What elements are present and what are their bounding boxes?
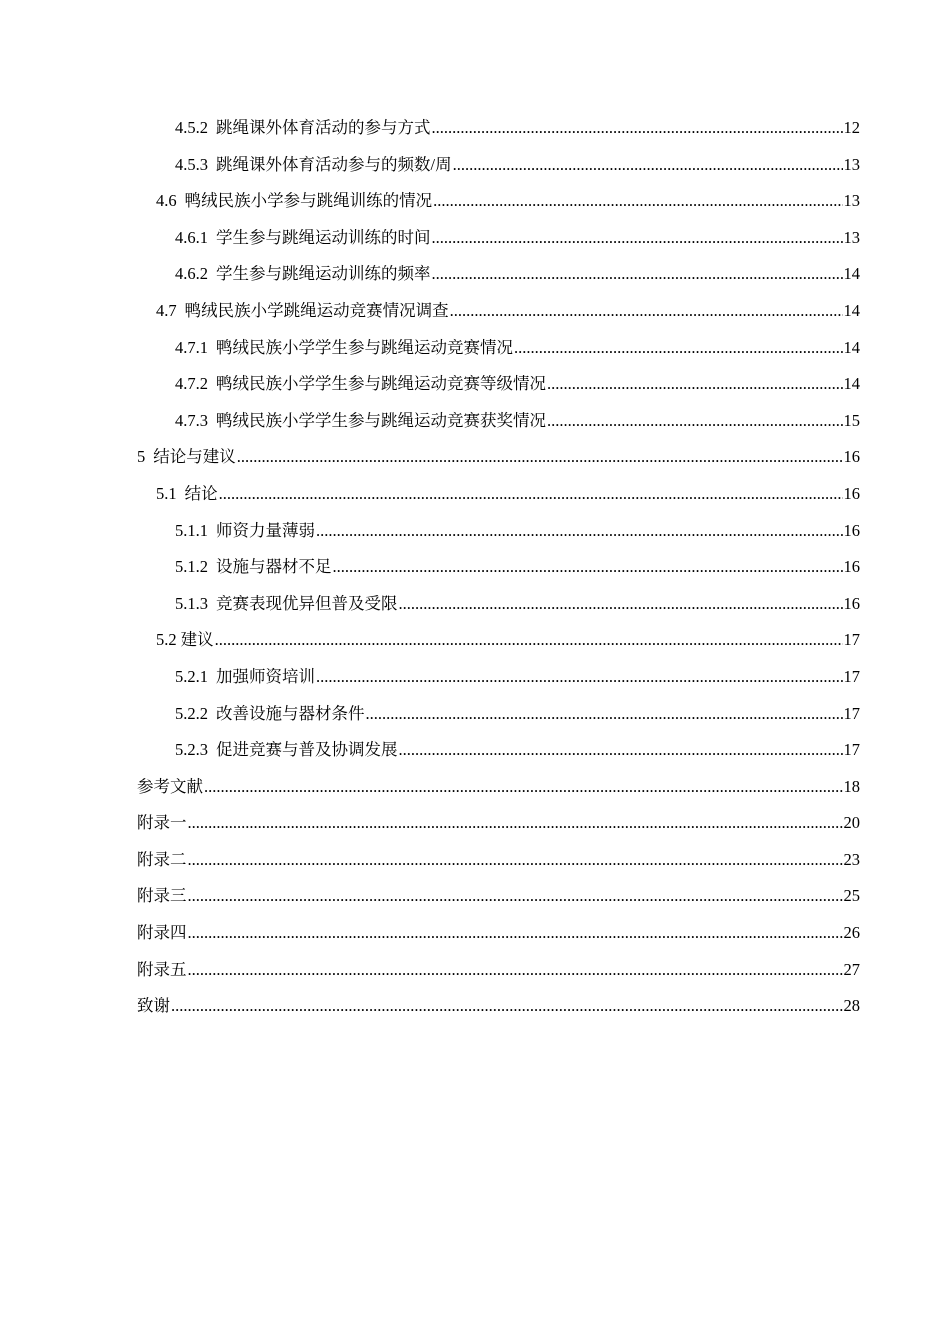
toc-entry-title: 跳绳课外体育活动参与的频数/周	[216, 154, 452, 174]
toc-entry-page: 16	[843, 447, 860, 467]
toc-dot-leader	[215, 622, 843, 659]
toc-entry-number: 5.1.3	[175, 593, 208, 613]
toc-entry-number: 4.7.1	[175, 337, 208, 357]
toc-entry[interactable]	[137, 476, 860, 513]
toc-entry[interactable]	[137, 805, 860, 842]
toc-entry-title: 参考文献	[137, 776, 203, 796]
toc-dot-leader	[514, 330, 843, 367]
toc-entry[interactable]	[137, 952, 860, 989]
toc-entry-page: 16	[843, 557, 860, 577]
toc-entry-page: 17	[843, 630, 860, 650]
toc-dot-leader	[188, 952, 843, 989]
toc-entry[interactable]	[137, 513, 860, 550]
toc-entry-title: 附录四	[137, 923, 187, 943]
toc-entry-number: 4.7.3	[175, 410, 208, 430]
toc-entry-title: 结论与建议	[153, 447, 236, 467]
toc-dot-leader	[188, 805, 843, 842]
toc-dot-leader	[547, 366, 843, 403]
toc-entry-page: 13	[843, 191, 860, 211]
toc-dot-leader	[432, 256, 843, 293]
toc-entry-title: 附录五	[137, 959, 187, 979]
toc-entry-page: 16	[843, 483, 860, 503]
toc-entry-page: 13	[843, 227, 860, 247]
toc-entry-title: 附录二	[137, 849, 187, 869]
toc-entry[interactable]	[137, 366, 860, 403]
toc-entry-page: 13	[843, 154, 860, 174]
toc-dot-leader	[366, 696, 843, 733]
toc-entry[interactable]	[137, 549, 860, 586]
toc-dot-leader	[399, 586, 843, 623]
toc-entry-title: 跳绳课外体育活动的参与方式	[216, 118, 431, 137]
toc-entry-page: 16	[843, 520, 860, 540]
toc-entry-title: 结论	[184, 483, 218, 503]
toc-dot-leader	[432, 110, 843, 147]
toc-entry-page: 17	[843, 703, 860, 723]
toc-entry-title: 鸭绒民族小学学生参与跳绳运动竞赛获奖情况	[216, 410, 546, 430]
toc-entry-title: 鸭绒民族小学学生参与跳绳运动竞赛情况	[216, 337, 513, 357]
toc-dot-leader	[204, 769, 843, 806]
toc-dot-leader	[547, 403, 843, 440]
toc-dot-leader	[453, 147, 843, 184]
toc-entry-page: 15	[843, 410, 860, 430]
toc-entry[interactable]	[137, 220, 860, 257]
toc-entry-number: 5.2.1	[175, 666, 208, 686]
toc-entry[interactable]	[137, 659, 860, 696]
toc-dot-leader	[219, 476, 843, 513]
toc-entry[interactable]	[137, 147, 860, 184]
toc-entry-number: 5	[137, 447, 146, 467]
toc-entry[interactable]	[137, 988, 860, 1025]
toc-entry-title: 学生参与跳绳运动训练的频率	[216, 264, 431, 284]
toc-entry-page: 17	[843, 666, 860, 686]
toc-entry-number: 4.7.2	[175, 374, 208, 394]
toc-dot-leader	[432, 220, 843, 257]
toc-entry-title: 改善设施与器材条件	[216, 703, 365, 723]
toc-entry-number: 4.5.2	[175, 118, 208, 137]
toc-entry-page: 20	[843, 813, 860, 833]
toc-dot-leader	[433, 183, 842, 220]
toc-entry-title: 附录一	[137, 813, 187, 833]
toc-entry-page: 26	[843, 923, 860, 943]
toc-entry-number: 4.6.1	[175, 227, 208, 247]
toc-entry[interactable]	[137, 915, 860, 952]
toc-entry-number: 5.1.2	[175, 557, 208, 577]
toc-entry-number: 5.2.3	[175, 740, 208, 760]
toc-entry-page: 14	[843, 374, 860, 394]
toc-entry-page: 14	[843, 300, 860, 320]
toc-entry-page: 14	[843, 264, 860, 284]
toc-entry[interactable]	[137, 256, 860, 293]
toc-entry[interactable]	[137, 769, 860, 806]
toc-dot-leader	[188, 842, 843, 879]
toc-entry-title: 师资力量薄弱	[216, 520, 315, 540]
toc-entry[interactable]	[137, 878, 860, 915]
toc-entry-number: 4.7	[156, 300, 177, 320]
toc-entry[interactable]	[137, 842, 860, 879]
toc-entry-title: 致谢	[137, 996, 170, 1016]
toc-entry-number: 5.1	[156, 483, 177, 503]
toc-entry-title: 竞赛表现优异但普及受限	[216, 593, 398, 613]
toc-entry-number: 4.5.3	[175, 154, 208, 174]
toc-entry[interactable]	[137, 110, 860, 147]
toc-entry-page: 25	[843, 886, 860, 906]
toc-entry-title: 促进竞赛与普及协调发展	[216, 740, 398, 760]
toc-entry[interactable]	[137, 183, 860, 220]
toc-dot-leader	[188, 878, 843, 915]
toc-entry[interactable]	[137, 330, 860, 367]
toc-entry-title: 鸭绒民族小学参与跳绳训练的情况	[184, 191, 433, 211]
toc-entry-page: 16	[843, 593, 860, 613]
toc-entry[interactable]	[137, 732, 860, 769]
toc-entry-page: 14	[843, 337, 860, 357]
toc-entry-page: 12	[843, 118, 860, 137]
toc-dot-leader	[237, 439, 843, 476]
table-of-contents	[137, 110, 860, 1025]
toc-entry[interactable]	[137, 403, 860, 440]
toc-entry-title: 设施与器材不足	[216, 557, 332, 577]
toc-dot-leader	[399, 732, 843, 769]
toc-entry-page: 28	[843, 996, 860, 1016]
toc-entry-number: 4.6	[156, 191, 177, 211]
toc-entry-number: 5.2	[156, 630, 177, 650]
toc-entry[interactable]	[137, 696, 860, 733]
toc-entry-page: 18	[843, 776, 860, 796]
toc-dot-leader	[316, 513, 843, 550]
toc-entry[interactable]	[137, 439, 860, 476]
toc-dot-leader	[316, 659, 843, 696]
toc-entry-page: 27	[843, 959, 860, 979]
toc-entry[interactable]	[137, 622, 860, 659]
toc-entry-title: 学生参与跳绳运动训练的时间	[216, 227, 431, 247]
toc-entry-page: 17	[843, 740, 860, 760]
toc-entry-number: 4.6.2	[175, 264, 208, 284]
toc-dot-leader	[333, 549, 843, 586]
toc-entry-title: 附录三	[137, 886, 187, 906]
toc-entry[interactable]	[137, 293, 860, 330]
toc-entry-title: 鸭绒民族小学学生参与跳绳运动竞赛等级情况	[216, 374, 546, 394]
toc-entry-number: 5.2.2	[175, 703, 208, 723]
toc-entry-title: 鸭绒民族小学跳绳运动竞赛情况调查	[184, 300, 449, 320]
toc-entry[interactable]	[137, 586, 860, 623]
toc-dot-leader	[450, 293, 843, 330]
toc-entry-page: 23	[843, 849, 860, 869]
toc-dot-leader	[171, 988, 843, 1025]
toc-entry-title: 加强师资培训	[216, 666, 315, 686]
toc-entry-title: 建议	[180, 630, 214, 650]
toc-entry-number: 5.1.1	[175, 520, 208, 540]
toc-dot-leader	[188, 915, 843, 952]
